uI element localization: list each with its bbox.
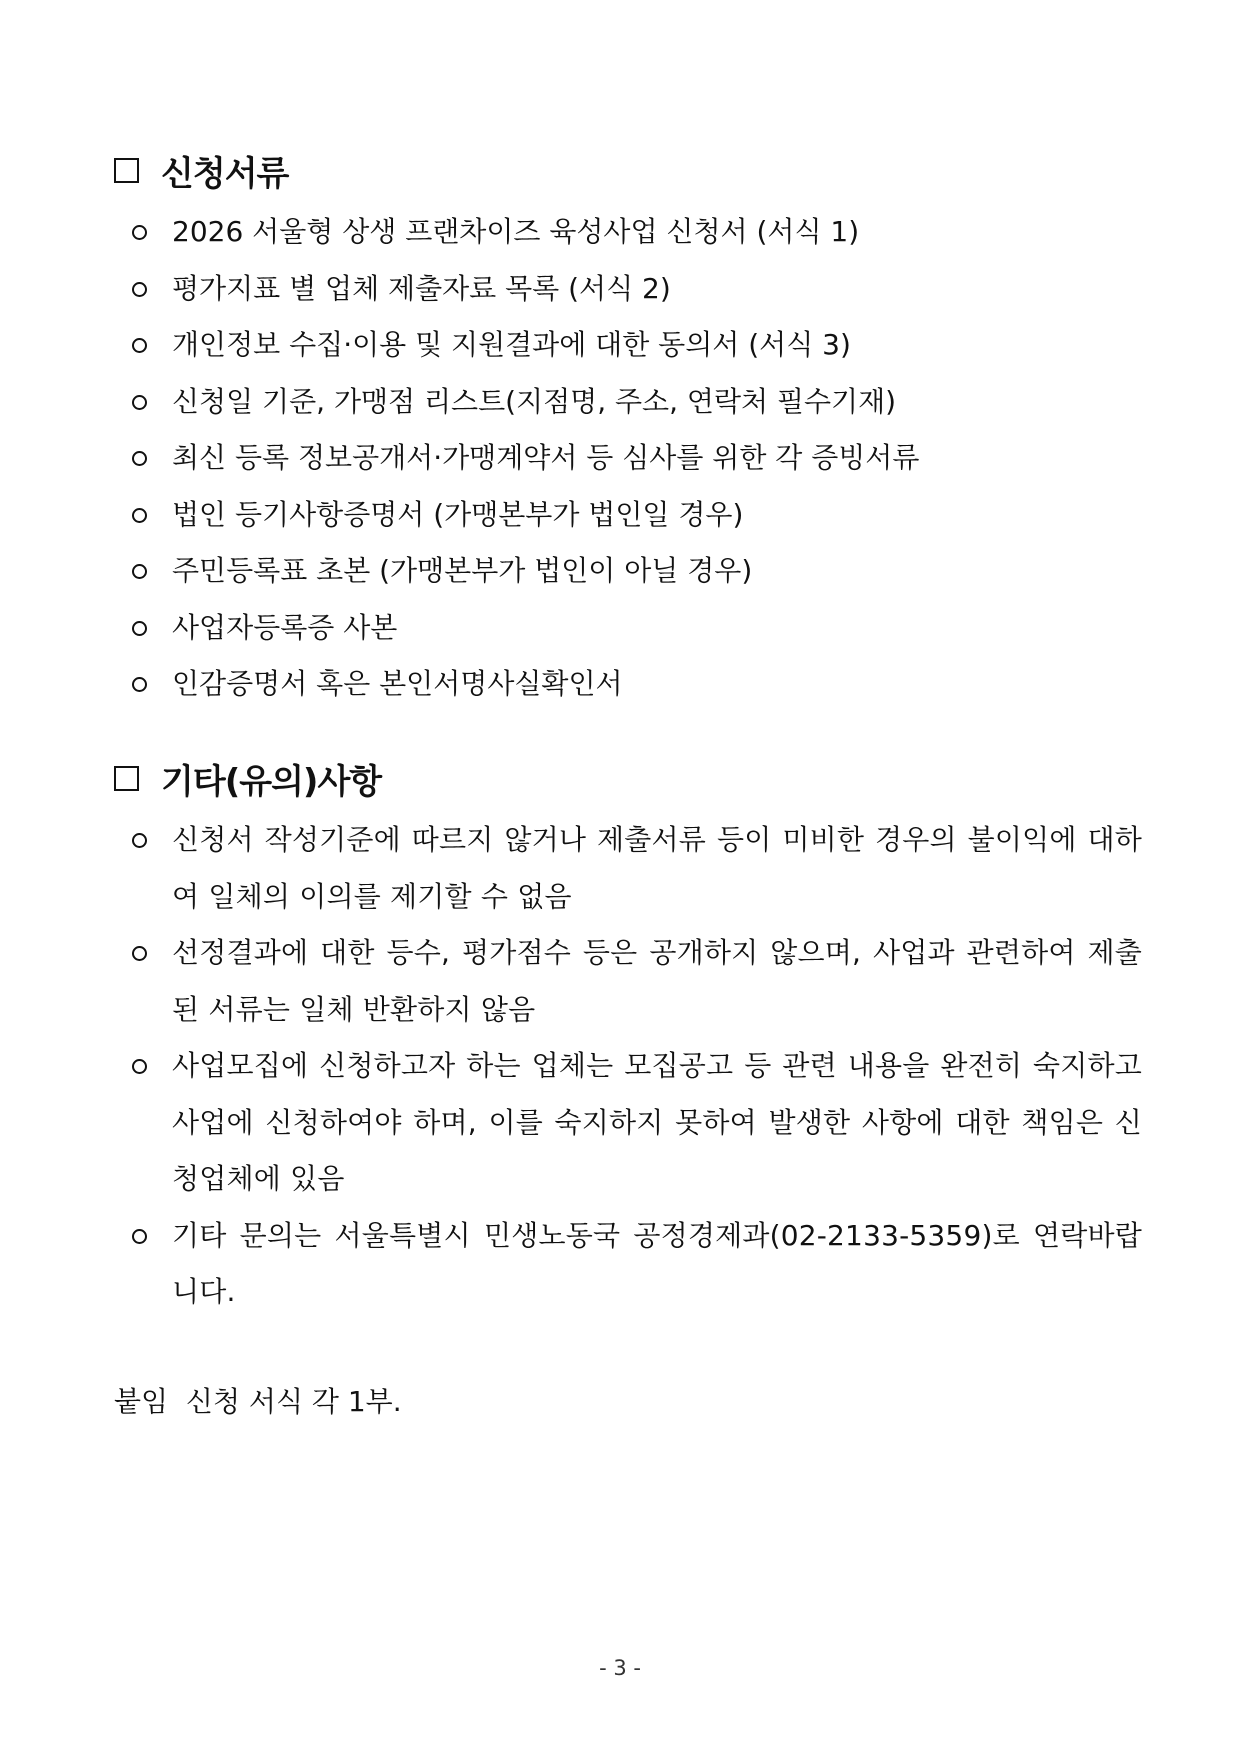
- circle-bullet-icon: [132, 1229, 147, 1244]
- list-item-text: 신청일 기준, 가맹점 리스트(지점명, 주소, 연락처 필수기재): [172, 384, 897, 418]
- list-item: [132, 1208, 1142, 1321]
- circle-bullet-icon: [132, 338, 147, 353]
- circle-bullet-icon: [132, 677, 147, 692]
- list-item-text: 개인정보 수집·이용 및 지원결과에 대한 동의서 (서식 3): [172, 328, 851, 361]
- other-notes-list: [132, 812, 1142, 1321]
- circle-bullet-icon: [132, 225, 147, 240]
- list-item: [132, 487, 1142, 544]
- list-item: [132, 925, 1142, 1038]
- circle-bullet-icon: [132, 508, 147, 523]
- list-item-text: 사업모집에 신청하고자 하는 업체는 모집공고 등 관련 내용을 완전히 숙지하고 사업에 신청하여야 하며, 이를 숙지하지 못하여 발생한 사항에 대한 책임은 신청업체에 있음: [172, 1049, 1142, 1195]
- circle-bullet-icon: [132, 282, 147, 297]
- list-item-text: 인감증명서 혹은 본인서명사실확인서: [172, 667, 623, 700]
- circle-bullet-icon: [132, 1059, 147, 1074]
- circle-bullet-icon: [132, 833, 147, 848]
- circle-bullet-icon: [132, 395, 147, 410]
- list-item: [132, 261, 1142, 318]
- list-item-text: 법인 등기사항증명서 (가맹본부가 법인일 경우): [172, 497, 744, 531]
- list-item-text: 신청서 작성기준에 따르지 않거나 제출서류 등이 미비한 경우의 불이익에 대하여 일체의 이의를 제기할 수 없음: [172, 823, 1142, 913]
- section-title: 기타(유의)사항: [161, 761, 382, 802]
- section-heading-other-notes: [114, 753, 381, 803]
- list-item: [132, 317, 1142, 374]
- checkbox-square-icon: [114, 158, 139, 183]
- circle-bullet-icon: [132, 451, 147, 466]
- list-item-text: 2026 서울형 상생 프랜차이즈 육성사업 신청서 (서식 1): [172, 215, 860, 248]
- application-documents-list: [132, 204, 1142, 713]
- list-item: [132, 1038, 1142, 1208]
- circle-bullet-icon: [132, 946, 147, 961]
- circle-bullet-icon: [132, 564, 147, 579]
- list-item: [132, 204, 1142, 261]
- page-number: - 3 -: [599, 1656, 641, 1680]
- checkbox-square-icon: [114, 766, 139, 791]
- list-item-text: 사업자등록증 사본: [172, 610, 398, 644]
- list-item-text: 주민등록표 초본 (가맹본부가 법인이 아닐 경우): [172, 554, 753, 587]
- list-item: [132, 812, 1142, 925]
- attachment-note: 붙임 신청 서식 각 1부.: [114, 1385, 402, 1418]
- list-item: [132, 430, 1142, 487]
- section-title: 신청서류: [161, 153, 289, 194]
- section-heading-application-documents: [114, 145, 288, 195]
- list-item: [132, 543, 1142, 600]
- list-item-text: 최신 등록 정보공개서·가맹계약서 등 심사를 위한 각 증빙서류: [172, 441, 920, 474]
- list-item: [132, 656, 1142, 713]
- list-item-text: 선정결과에 대한 등수, 평가점수 등은 공개하지 않으며, 사업과 관련하여 제출된 서류는 일체 반환하지 않음: [172, 936, 1142, 1026]
- list-item-text: 기타 문의는 서울특별시 민생노동국 공정경제과(02-2133-5359)로 연락바랍니다.: [172, 1218, 1142, 1308]
- list-item: [132, 374, 1142, 431]
- list-item: [132, 600, 1142, 657]
- circle-bullet-icon: [132, 621, 147, 636]
- list-item-text: 평가지표 별 업체 제출자료 목록 (서식 2): [172, 271, 671, 305]
